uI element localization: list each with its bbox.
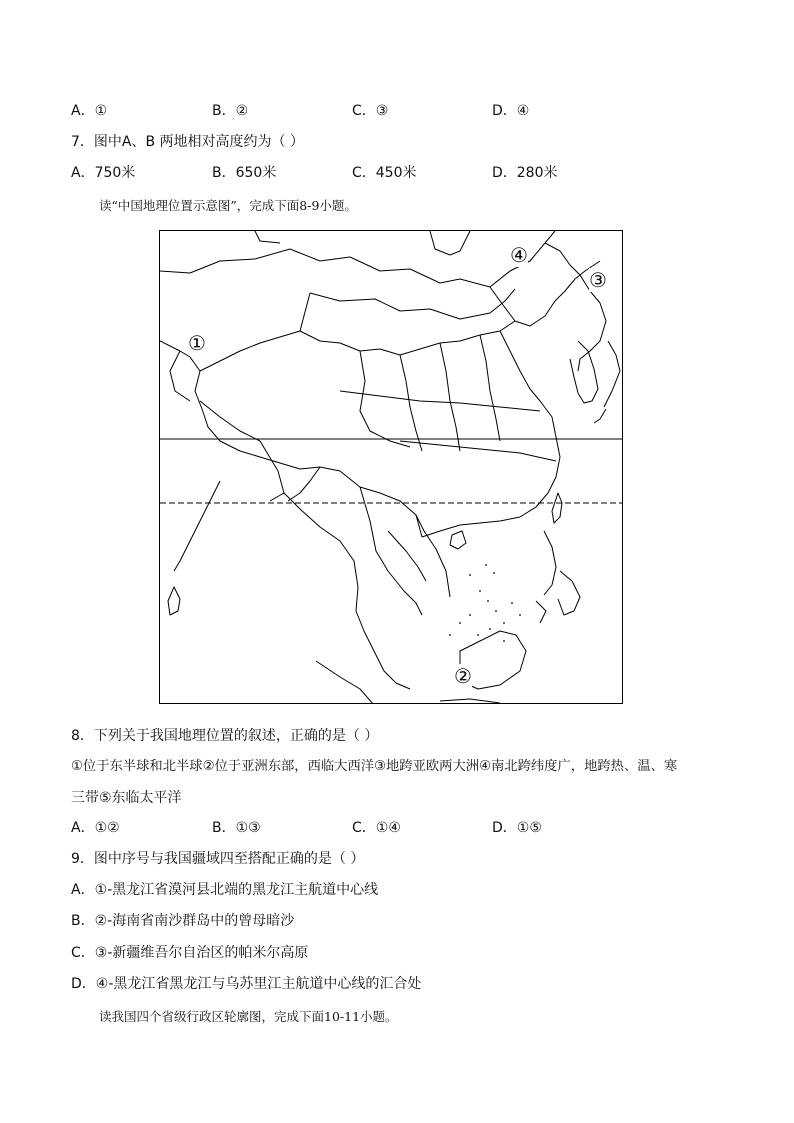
q8-option-d[interactable]: D．①⑤	[492, 820, 542, 836]
q6-option-b[interactable]: B．②	[212, 103, 249, 119]
q8-statements-line1: ①位于东半球和北半球②位于亚洲东部，西临大西洋③地跨亚欧两大洲④南北跨纬度广，地跨热、温、寒	[71, 759, 678, 774]
q8-option-b[interactable]: B．①③	[212, 820, 261, 836]
q9-option-d[interactable]: D．④-黑龙江省黑龙江与乌苏里江主航道中心线的汇合处	[71, 976, 422, 992]
q9-option-b[interactable]: B．②-海南省南沙群岛中的曾母暗沙	[71, 913, 295, 929]
q6-option-c[interactable]: C．③	[352, 103, 389, 119]
q9-option-a[interactable]: A．①-黑龙江省漠河县北端的黑龙江主航道中心线	[71, 882, 379, 898]
map-marker-3[interactable]: ③	[589, 268, 607, 292]
q8-option-c[interactable]: C．①④	[352, 820, 401, 836]
map-marker-1[interactable]: ①	[188, 331, 206, 355]
q7-option-a[interactable]: A．750米	[71, 165, 136, 181]
q6-option-d[interactable]: D．④	[492, 103, 530, 119]
q7-option-b[interactable]: B．650米	[212, 165, 277, 181]
map-marker-2[interactable]: ②	[454, 664, 472, 688]
instruction-8-9: 读“中国地理位置示意图”，完成下面8-9小题。	[99, 198, 357, 213]
map-outline	[160, 231, 623, 704]
q9-option-c[interactable]: C．③-新疆维吾尔自治区的帕米尔高原	[71, 945, 309, 961]
china-location-map	[159, 230, 623, 704]
q7-option-c[interactable]: C．450米	[352, 165, 417, 181]
q9-stem: 9．图中序号与我国疆域四至搭配正确的是（ ）	[71, 851, 365, 867]
q7-option-d[interactable]: D．280米	[492, 165, 558, 181]
q6-option-a[interactable]: A．①	[71, 103, 108, 119]
q8-option-a[interactable]: A．①②	[71, 820, 120, 836]
island-dots	[449, 564, 521, 642]
q8-stem: 8．下列关于我国地理位置的叙述，正确的是（ ）	[71, 728, 379, 744]
q8-statements-line2: 三带⑤东临太平洋	[71, 790, 182, 806]
instruction-10-11: 读我国四个省级行政区轮廓图，完成下面10-11小题。	[99, 1009, 398, 1024]
q7-stem: 7．图中A、B 两地相对高度约为（ ）	[71, 134, 304, 150]
map-marker-4[interactable]: ④	[510, 243, 528, 267]
